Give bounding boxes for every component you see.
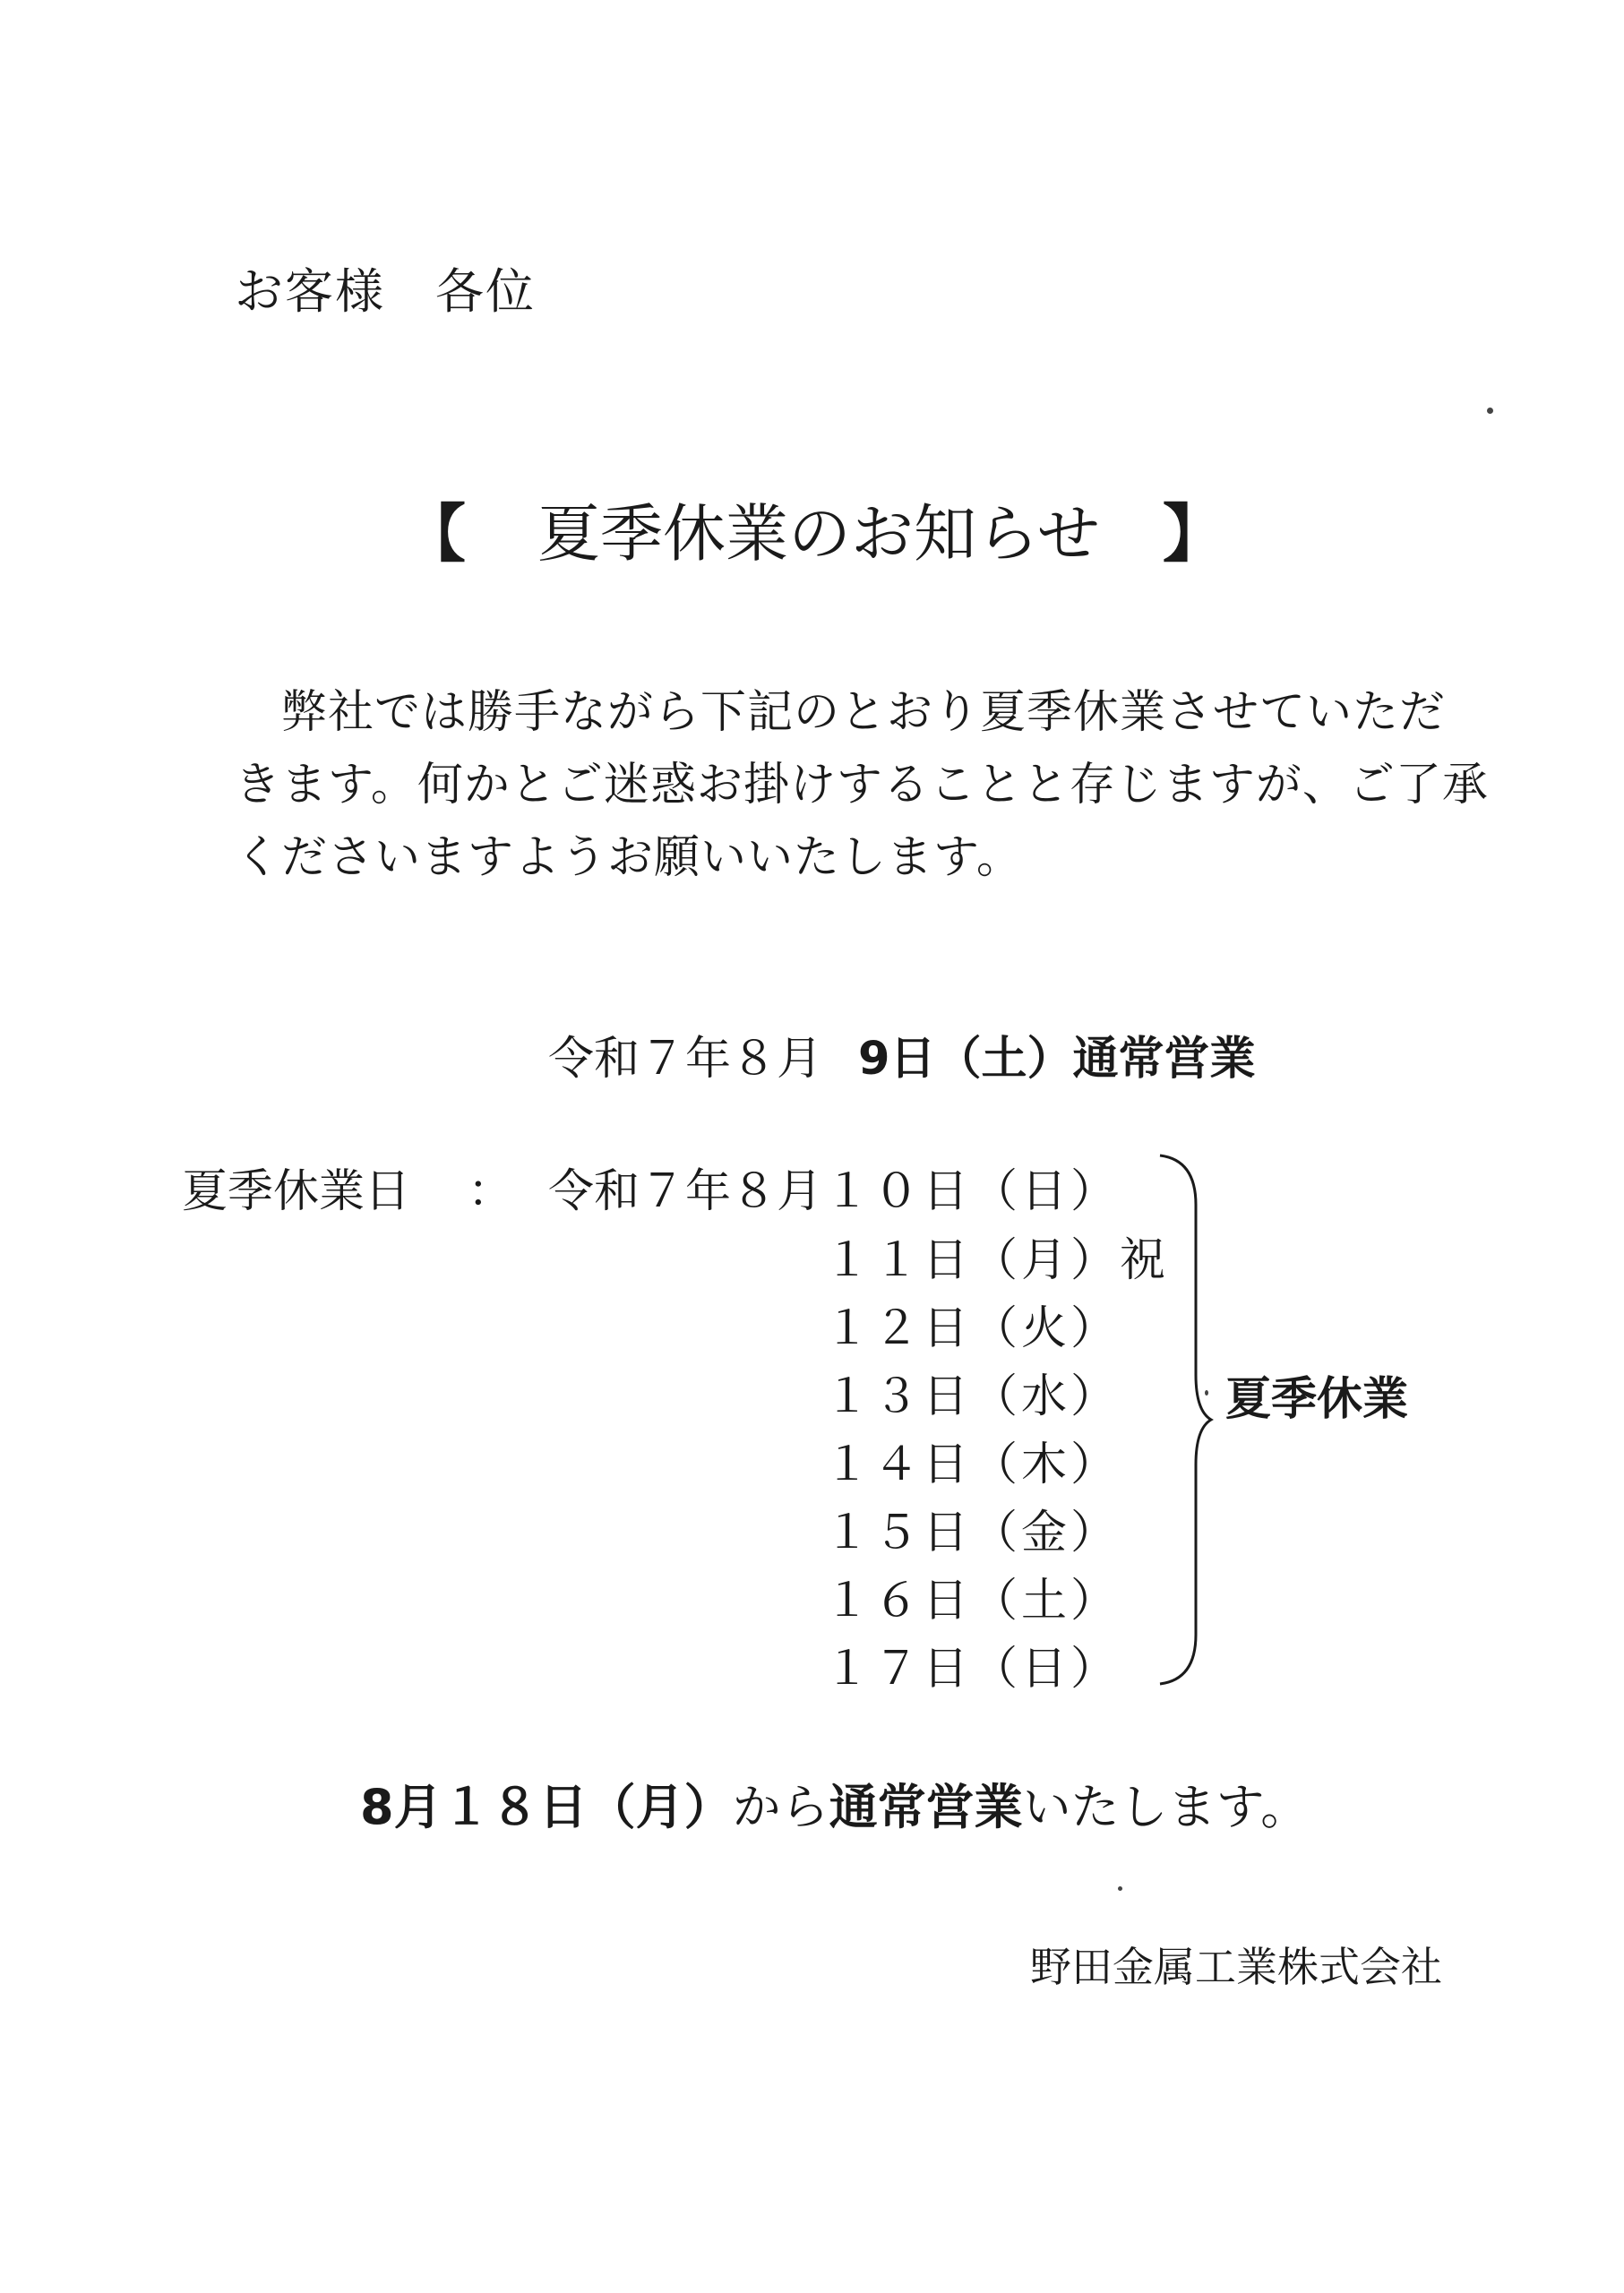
- resume-date: 8月１８日（月）: [360, 1779, 733, 1835]
- holiday-date-row: １１日（月）祝: [824, 1234, 1170, 1287]
- holiday-date-row: １５日（金）: [824, 1507, 1121, 1559]
- resume-end: いたします。: [1022, 1779, 1310, 1835]
- resume-from: から: [732, 1779, 829, 1835]
- holiday-date-prefix: 令和７年８月: [548, 1165, 823, 1218]
- normal-day-prefix: 令和７年８月: [548, 1033, 823, 1086]
- resume-business-line: [360, 1769, 1309, 1838]
- resume-normal-business: 通常営業: [829, 1779, 1023, 1835]
- holiday-date-row: １３日（水）: [824, 1370, 1121, 1423]
- scan-speck: [1487, 408, 1493, 414]
- body-line: きます。何かとご迷惑お掛けすることと存じますが、ご了承: [235, 759, 1489, 812]
- brace-label: 夏季休業: [1225, 1373, 1409, 1426]
- body-line: くださいますようお願いいたします。: [235, 831, 1023, 884]
- normal-day-date: 9日（土）通常営業: [858, 1033, 1256, 1086]
- body-paragraph: [235, 676, 1489, 894]
- salutation: お客様 各位: [235, 263, 536, 320]
- normal-business-day: [548, 1021, 1256, 1087]
- scan-speck: [1118, 1886, 1122, 1891]
- holiday-date-row: １０日（日）: [824, 1165, 1121, 1218]
- company-name: 野田金属工業株式会社: [1030, 1943, 1442, 1991]
- holiday-date-row: １７日（日）: [824, 1643, 1121, 1696]
- holiday-date-row: １２日（火）: [824, 1302, 1121, 1355]
- scan-speck: [1205, 1390, 1208, 1396]
- title-text: 夏季休業のお知らせ: [537, 497, 1100, 571]
- title-open-bracket: 【: [403, 497, 466, 571]
- holiday-colon: ：: [468, 1165, 514, 1218]
- holiday-label: 夏季休業日: [182, 1165, 411, 1218]
- holiday-date-row: １６日（土）: [824, 1575, 1121, 1627]
- right-brace-icon: [1156, 1151, 1218, 1688]
- title-close-bracket: 】: [1162, 497, 1225, 571]
- notice-title: [403, 484, 1225, 574]
- holiday-date-row: １４日（木）: [824, 1438, 1121, 1491]
- body-line: 弊社では勝手ながら下記のとおり夏季休業させていただ: [235, 686, 1447, 739]
